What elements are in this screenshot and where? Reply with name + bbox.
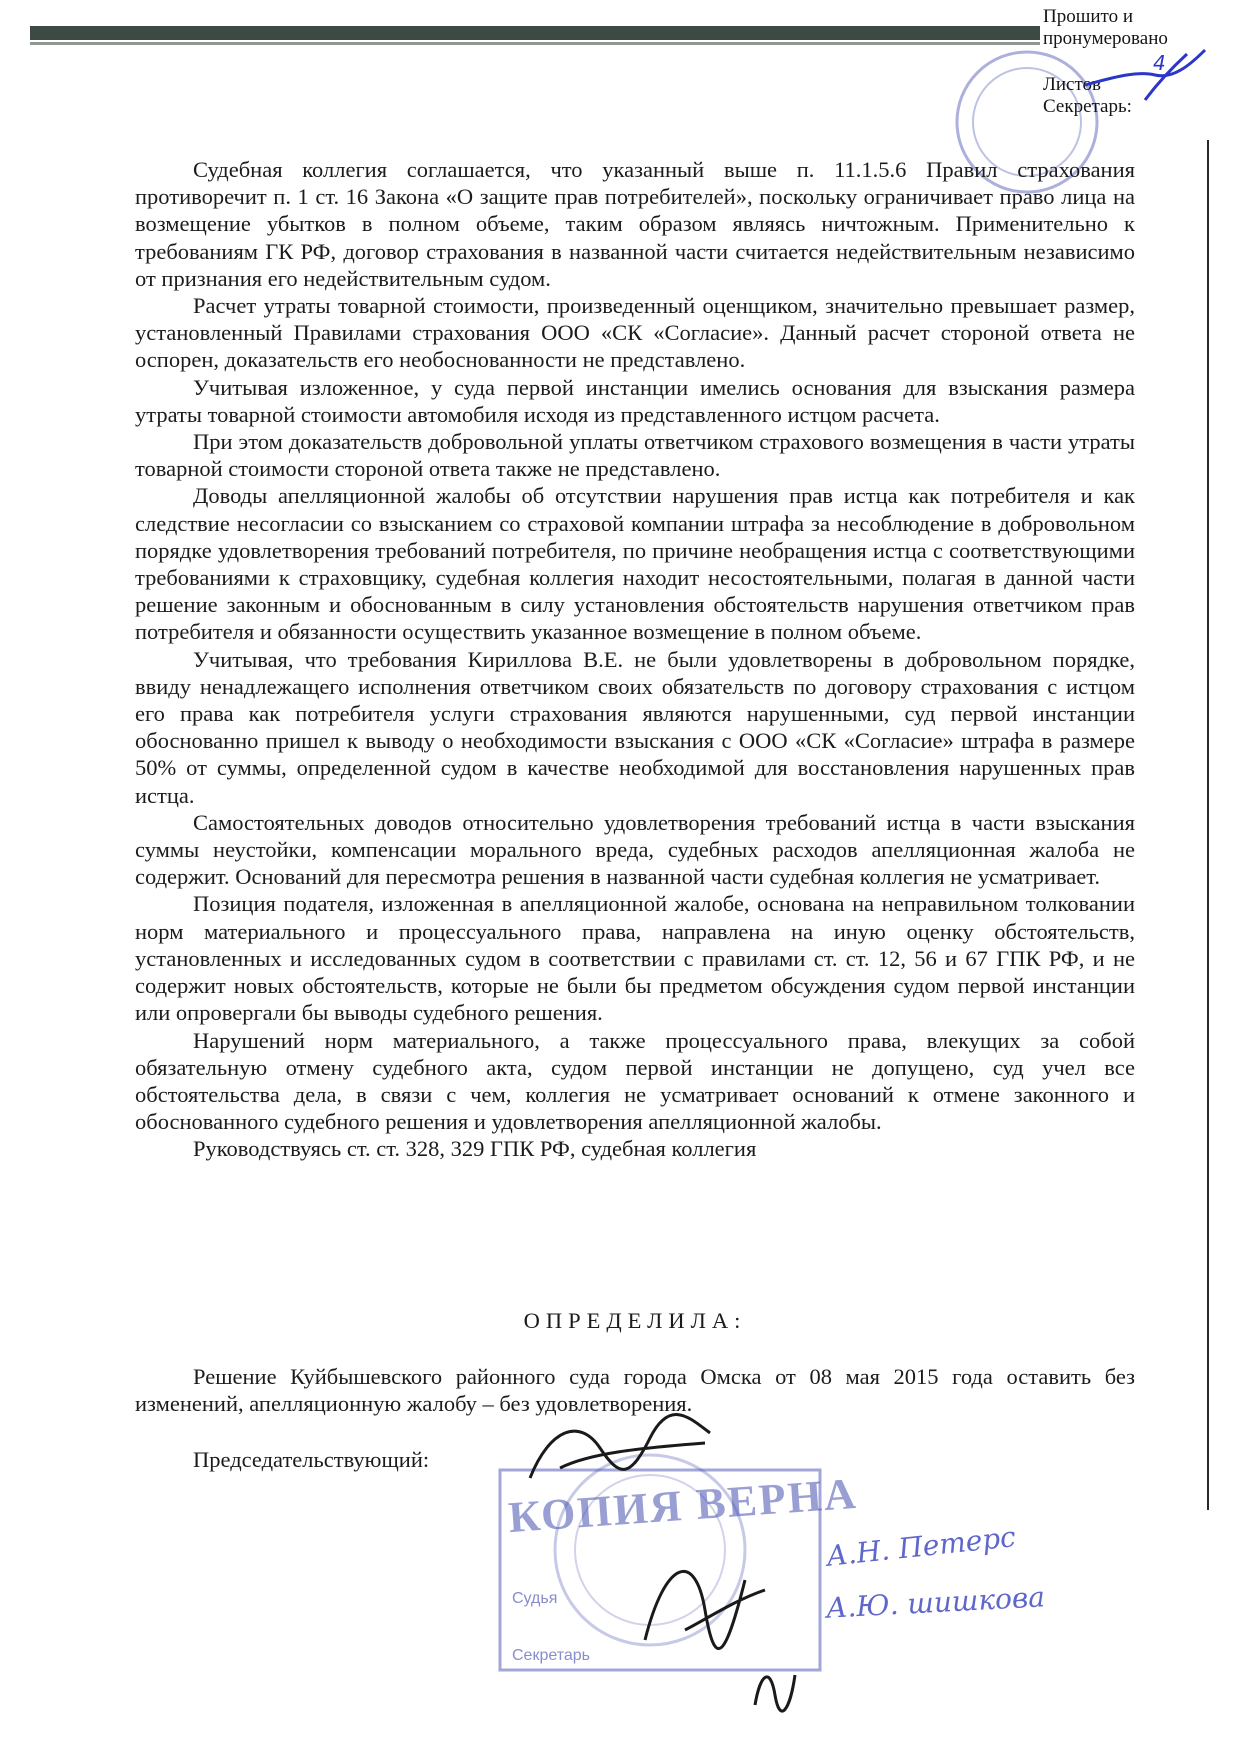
stamp-secretary-label: Секретарь: [512, 1647, 590, 1664]
secretary-name-handwritten: А.Ю. шишкова: [825, 1580, 1046, 1625]
binding-note-line1: Прошито и: [1043, 6, 1133, 27]
paragraph: Расчет утраты товарной стоимости, произведенный оценщиком, значительно превышает размер, установленный Правилами страхования ООО «СК «Согласие». Данный расчет стороной ответа не оспорен, доказательств его необоснованности не представлено.: [135, 293, 1135, 373]
paragraph: Позиция подателя, изложенная в апелляционной жалобе, основана на неправильном толковании норм материального и процессуального права, направлена на иную оценку обстоятельств, установленных и исследованных судом в соответствии с правилами ст. ст. 12, 56 и 67 ГПК РФ, и не содержит новых обстоятельств, которые не были бы предметом обсуждения судом первой инстанции или опровергали бы выводы судебного решения.: [135, 891, 1135, 1026]
scan-right-edge: [1207, 140, 1209, 1510]
presiding-label: Председательствующий:: [193, 1447, 430, 1472]
scan-top-band: [30, 26, 1040, 40]
paragraph: Судебная коллегия соглашается, что указанный выше п. 11.1.5.6 Правил страхования противоречит п. 1 ст. 16 Закона «О защите прав потребителей», поскольку ограничивает право лица на возмещение убытков в полном объеме, таким образом являясь ничтожным. Применительно к требованиям ГК РФ, договор страхования в названной части считается недействительным независимо от признания его недействительным судом.: [135, 157, 1135, 291]
paragraph: Доводы апелляционной жалобы об отсутствии нарушения прав истца как потребителя и как следствие несогласии со взысканием со страховой компании штрафа за несоблюдение в добровольном порядке удовлетворения требований потребителя, по причине необращения истца с соответствующими требованиями к страховщику, судебная коллегия находит несостоятельными, полагая в данной части решение законным и обоснованным в силу установления обстоятельств нарушения ответчиком прав потребителя и обязанности осуществить указанное возмещение в полном объеме.: [135, 483, 1135, 645]
ruling-heading: ОПРЕДЕЛИЛА:: [523, 1308, 747, 1333]
presiding-signature: [520, 1408, 720, 1498]
binding-note-line3: Листов: [1043, 74, 1102, 95]
paragraph: Руководствуясь ст. ст. 328, 329 ГПК РФ, судебная коллегия: [193, 1136, 757, 1162]
ruling-paragraph: Решение Куйбышевского районного суда города Омска от 08 мая 2015 года оставить без изменений, апелляционную жалобу – без удовлетворения.: [135, 1364, 1135, 1417]
paragraph: Самостоятельных доводов относительно удовлетворения требований истца в части взыскания суммы неустойки, компенсации морального вреда, судебных расходов апелляционная жалоба не содержит. Оснований для пересмотра решения в названной части судебная коллегия не усматривает.: [135, 809, 1135, 890]
judge-signature: [625, 1540, 775, 1670]
paragraph: Учитывая изложенное, у суда первой инстанции имелись основания для взыскания размера утраты товарной стоимости автомобиля исходя из представленного истцом расчета.: [135, 374, 1135, 427]
binding-note-line2: пронумеровано: [1043, 28, 1168, 49]
stamp-judge-label: Судья: [512, 1590, 558, 1607]
paragraph: При этом доказательств добровольной уплаты ответчиком страхового возмещения в части утраты товарной стоимости стороной ответа также не представлено.: [135, 429, 1135, 482]
scan-top-band-edge: [30, 42, 1040, 45]
copy-stamp-title: КОПИЯ ВЕРНА: [506, 1468, 860, 1543]
binding-note-line4: Секретарь:: [1043, 96, 1132, 117]
secretary-signature: [745, 1655, 805, 1715]
judge-name-handwritten: А.Н. Петерс: [824, 1520, 1018, 1573]
paragraph: Учитывая, что требования Кириллова В.Е. не были удовлетворены в добровольном порядке, ввиду ненадлежащего исполнения ответчиком своих обязательств по договору страхования с истцом его права как потребителя услуги страхования являются нарушенными, суд первой инстанции обоснованно пришел к выводу о необходимости взыскания с ООО «СК «Согласие» штрафа в размере 50% от суммы, определенной судом в качестве необходимой для восстановления нарушенных прав истца.: [135, 646, 1135, 808]
corner-signature: [1075, 40, 1215, 110]
document-body: [135, 156, 1135, 1163]
sheet-count: 4: [1153, 51, 1166, 75]
paragraph: Нарушений норм материального, а также процессуального права, влекущих за собой обязательную отмену судебного акта, судом первой инстанции не допущено, суд учел все обстоятельства дела, в связи с чем, коллегия не усматривает оснований к отмене законного и обоснованного судебного решения и удовлетворения апелляционной жалобы.: [135, 1027, 1135, 1135]
